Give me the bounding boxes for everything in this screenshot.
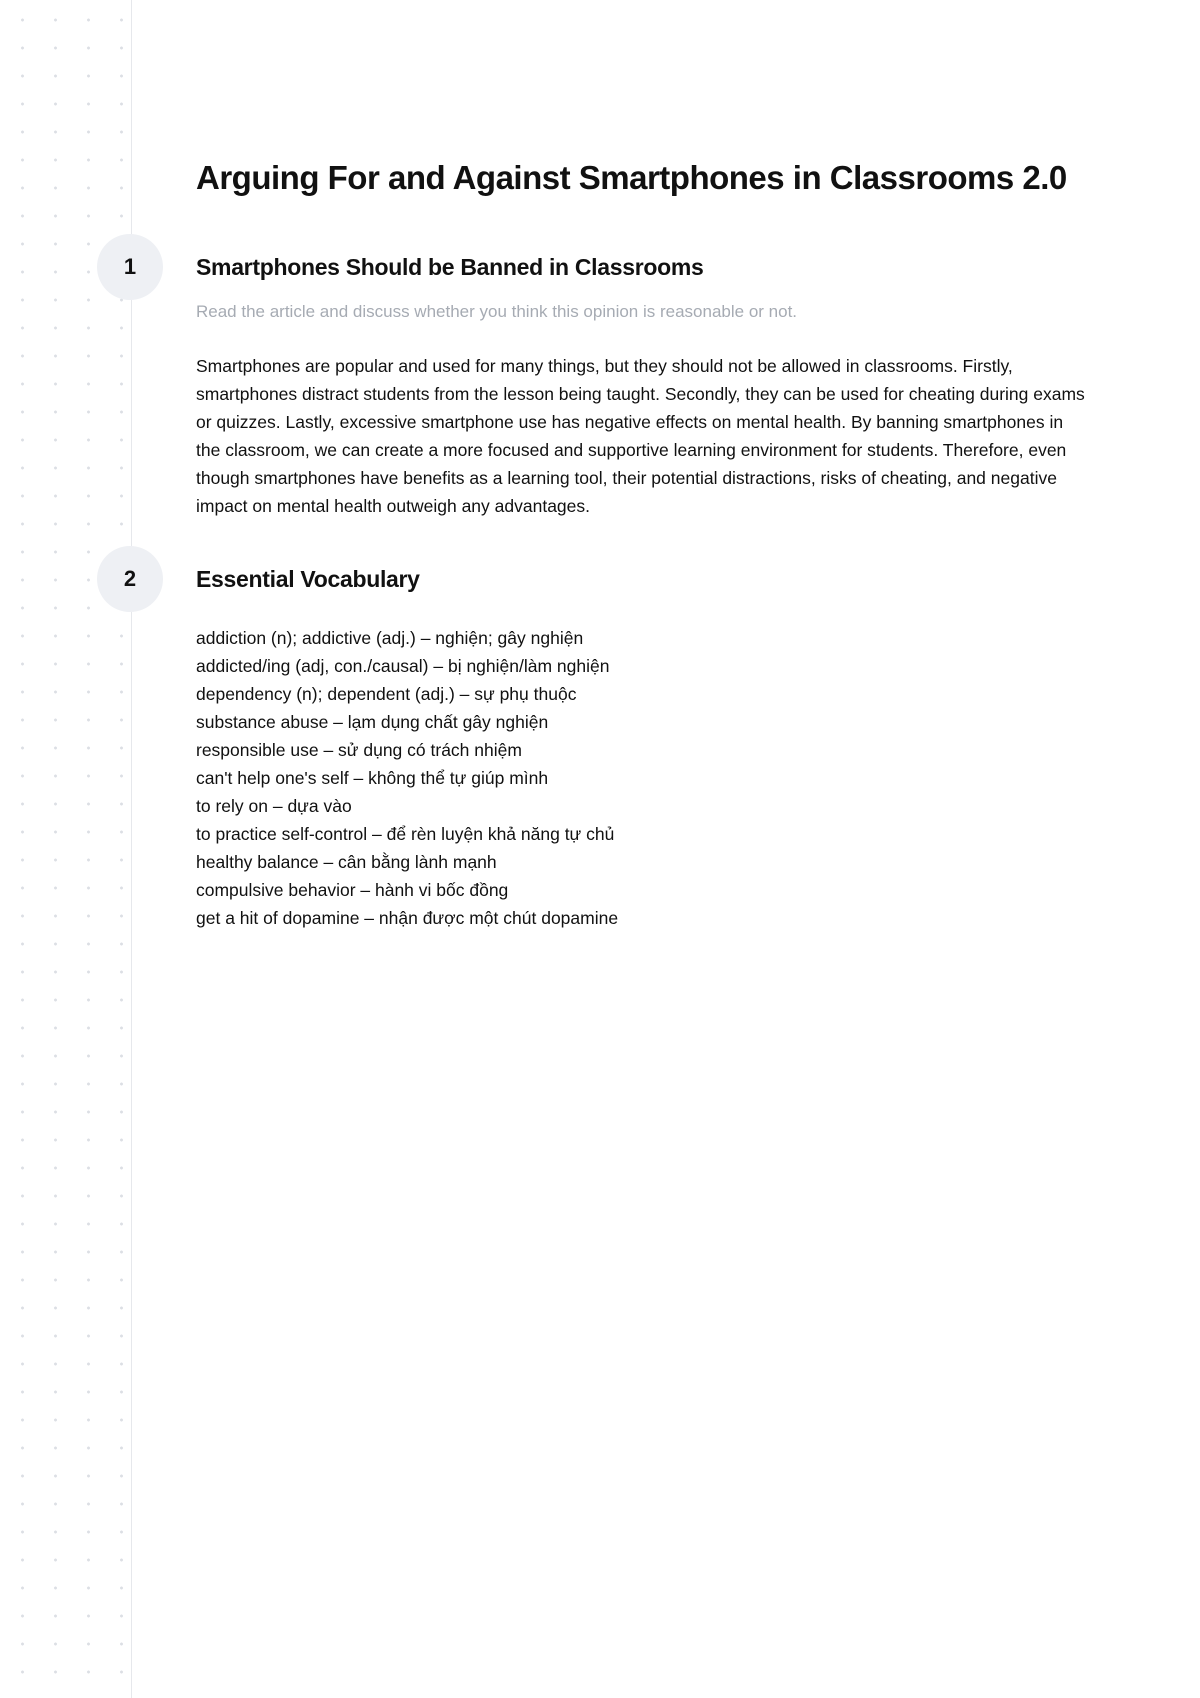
vocabulary-item: healthy balance – cân bằng lành mạnh <box>196 852 497 872</box>
vocabulary-item: to rely on – dựa vào <box>196 796 352 816</box>
vocabulary-item: addicted/ing (adj, con./causal) – bị nghiện/làm nghiện <box>196 656 610 676</box>
vocabulary-item: compulsive behavior – hành vi bốc đồng <box>196 880 509 900</box>
section-article <box>123 252 1086 520</box>
section-vocabulary <box>123 564 1086 932</box>
vocabulary-item: addiction (n); addictive (adj.) – nghiện; gây nghiện <box>196 628 584 648</box>
vocabulary-item: responsible use – sử dụng có trách nhiệm <box>196 740 522 760</box>
vocabulary-item: to practice self-control – để rèn luyện khả năng tự chủ <box>196 824 615 844</box>
vocabulary-list <box>196 624 1086 932</box>
section-title: Essential Vocabulary <box>196 566 420 592</box>
vocabulary-item: get a hit of dopamine – nhận được một chút dopamine <box>196 908 619 928</box>
vocabulary-item: can't help one's self – không thể tự giúp mình <box>196 768 549 788</box>
section-number-badge: 1 <box>97 234 163 300</box>
article-paragraph: Smartphones are popular and used for many things, but they should not be allowed in classrooms. Firstly, smartphones distract students from the lesson being taught. Secondly, they can be used for cheating during exams or quizzes. Lastly, excessive smartphone use has negative effects on mental health. By banning smartphones in the classroom, we can create a more focused and supportive learning environment for students. Therefore, even though smartphones have benefits as a learning tool, their potential distractions, risks of cheating, and negative impact on mental health outweigh any advantages. <box>196 356 1085 516</box>
vocabulary-item: substance abuse – lạm dụng chất gây nghiện <box>196 712 549 732</box>
section-title: Smartphones Should be Banned in Classrooms <box>196 254 704 280</box>
worksheet-content <box>123 158 1086 932</box>
vocabulary-item: dependency (n); dependent (adj.) – sự phụ thuộc <box>196 684 577 704</box>
section-number-badge: 2 <box>97 546 163 612</box>
page-title: Arguing For and Against Smartphones in Classrooms 2.0 <box>196 159 1067 196</box>
section-instruction: Read the article and discuss whether you think this opinion is reasonable or not. <box>196 302 798 321</box>
